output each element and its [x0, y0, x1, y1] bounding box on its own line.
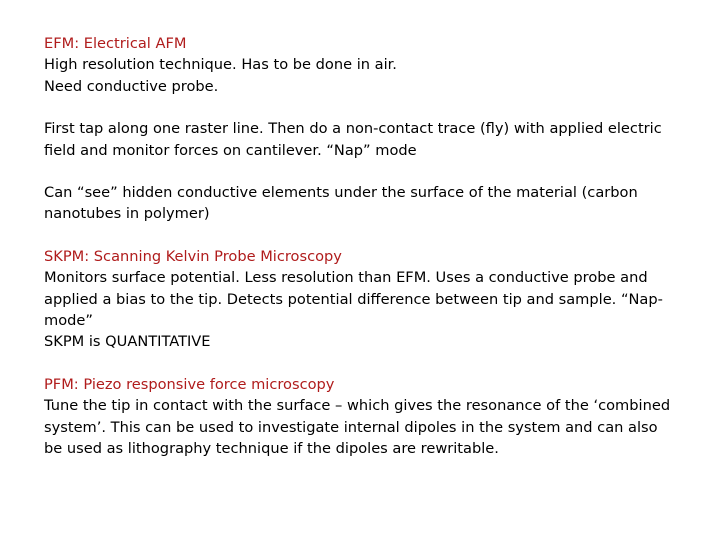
pfm-section [44, 374, 680, 460]
slide-body [44, 33, 680, 481]
efm-heading: EFM: Electrical AFM [44, 35, 187, 52]
nap-mode-text: First tap along one raster line. Then do a non-contact trace (fly) with applied electric field and monitor forces on cantilever. “Nap” mode [44, 120, 662, 159]
hidden-elements-paragraph [44, 182, 680, 225]
pfm-heading: PFM: Piezo responsive force microscopy [44, 375, 335, 393]
efm-text-line: High resolution technique. Has to be done in air. [44, 56, 397, 74]
hidden-elements-text: Can “see” hidden conductive elements under the surface of the material (carbon nanotubes in polymer) [44, 184, 638, 223]
skpm-text-line: SKPM is QUANTITATIVE [44, 333, 211, 351]
skpm-text-line: Monitors surface potential. Less resolution than EFM. Uses a conductive probe and applied a bias to the tip. Detects potential difference between tip and sample. “Nap-mode” [44, 269, 663, 330]
skpm-section [44, 246, 680, 353]
skpm-heading: SKPM: Scanning Kelvin Probe Microscopy [44, 247, 342, 265]
nap-mode-paragraph [44, 118, 680, 161]
efm-section [44, 33, 680, 97]
pfm-text-line: Tune the tip in contact with the surface – which gives the resonance of the ‘combined system’. This can be used to investigate internal dipoles in the system and can also be used as lithography technique if the dipoles are rewritable. [44, 397, 671, 458]
efm-text-line: Need conductive probe. [44, 77, 219, 95]
